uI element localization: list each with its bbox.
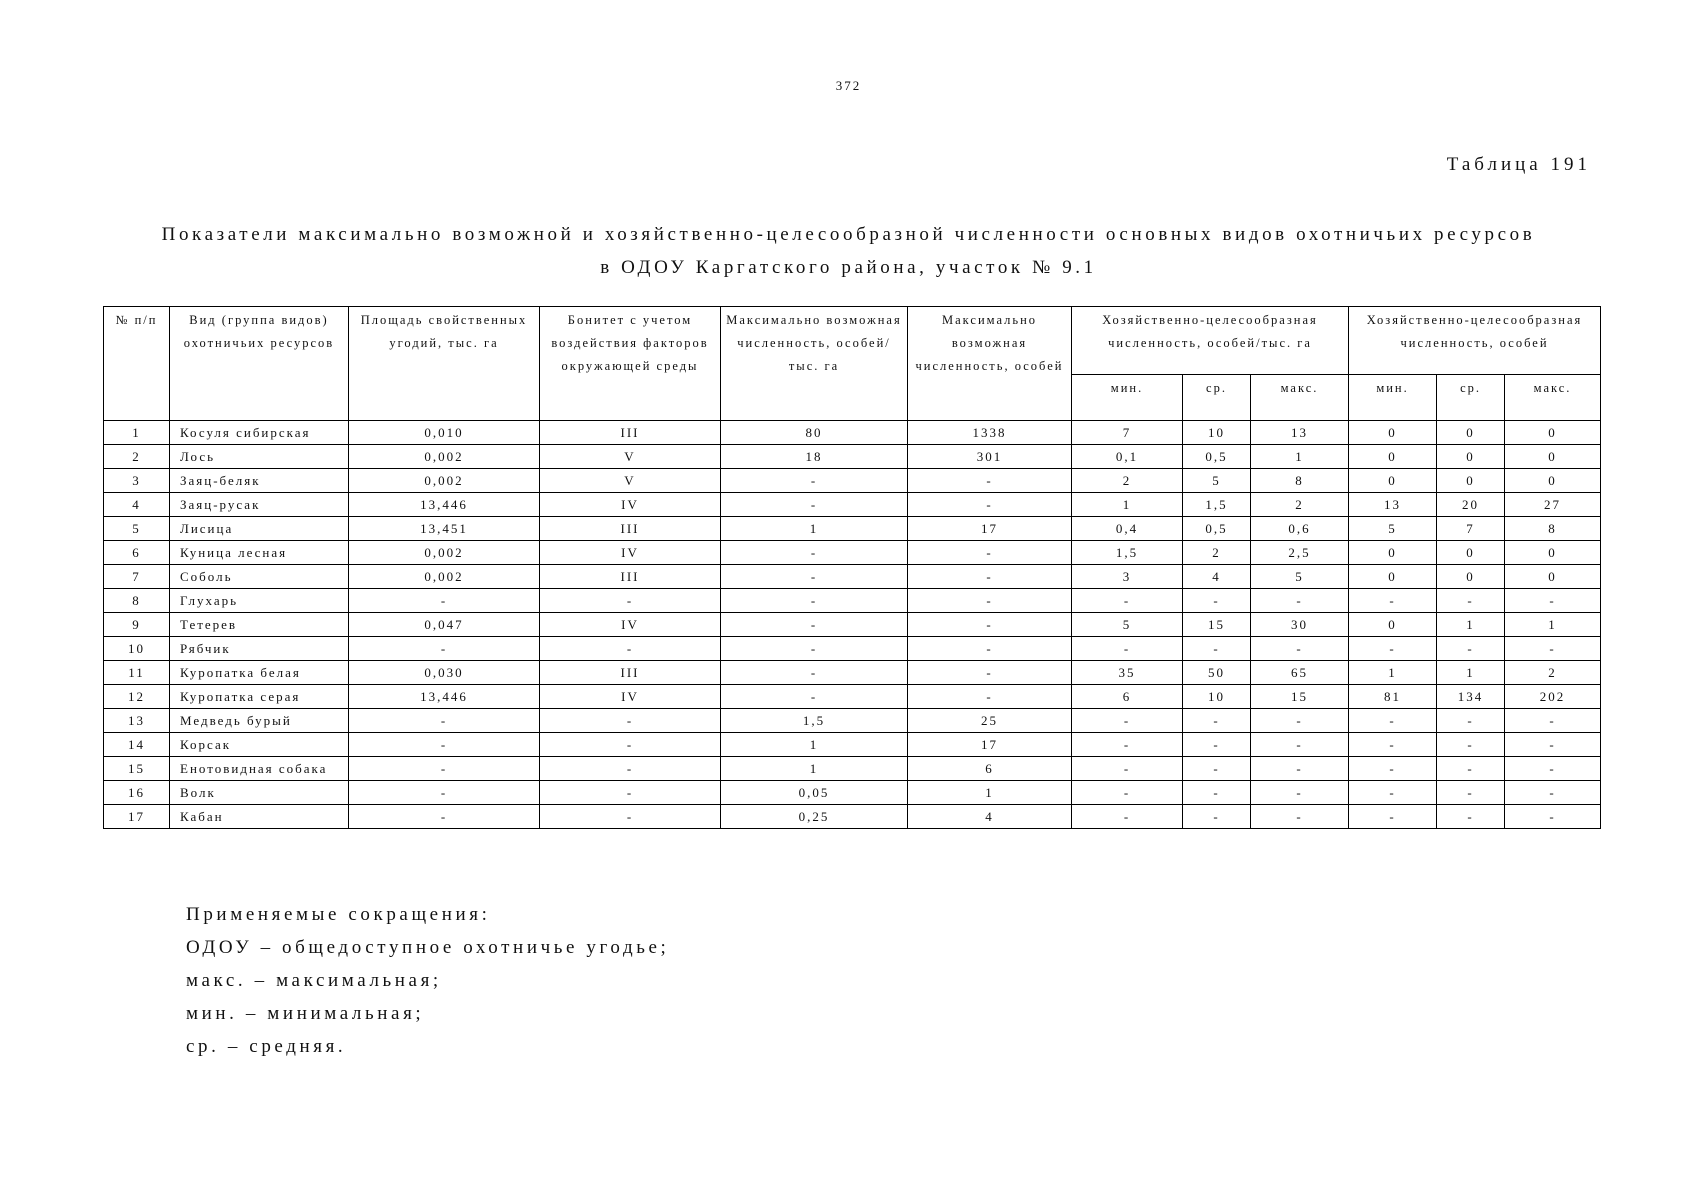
cell-area: 0,030	[349, 661, 540, 685]
species-table	[103, 306, 1601, 829]
cell-econ-density-max: -	[1251, 781, 1349, 805]
table-row	[104, 565, 1601, 589]
cell-econ-density-avg: 10	[1183, 685, 1251, 709]
cell-econ-density-max: -	[1251, 757, 1349, 781]
table-row	[104, 541, 1601, 565]
cell-area: -	[349, 805, 540, 829]
cell-species: Волк	[170, 781, 349, 805]
header-econ-density: Хозяйственно-целесообразная численность, особей/тыс. га	[1072, 307, 1349, 375]
cell-econ-density-avg: 50	[1183, 661, 1251, 685]
cell-max-count: 1	[908, 781, 1072, 805]
cell-econ-count-avg: 1	[1437, 661, 1505, 685]
cell-species: Заяц-русак	[170, 493, 349, 517]
cell-econ-density-avg: -	[1183, 757, 1251, 781]
cell-species: Лисица	[170, 517, 349, 541]
cell-area: -	[349, 781, 540, 805]
cell-econ-density-max: 15	[1251, 685, 1349, 709]
cell-econ-count-avg: 0	[1437, 565, 1505, 589]
cell-econ-count-min: -	[1349, 589, 1437, 613]
cell-species: Лось	[170, 445, 349, 469]
cell-econ-count-min: 13	[1349, 493, 1437, 517]
cell-econ-density-min: 1,5	[1072, 541, 1183, 565]
cell-econ-count-max: 27	[1505, 493, 1601, 517]
cell-econ-count-min: 0	[1349, 445, 1437, 469]
cell-econ-count-max: 0	[1505, 421, 1601, 445]
table-row	[104, 493, 1601, 517]
table-row	[104, 469, 1601, 493]
cell-species: Рябчик	[170, 637, 349, 661]
cell-econ-count-max: 202	[1505, 685, 1601, 709]
header-area: Площадь свойственных угодий, тыс. га	[349, 307, 540, 421]
cell-num: 10	[104, 637, 170, 661]
cell-econ-density-max: 5	[1251, 565, 1349, 589]
cell-area: 0,047	[349, 613, 540, 637]
header-econ-count: Хозяйственно-целесообразная численность, особей	[1349, 307, 1601, 375]
cell-econ-density-max: -	[1251, 805, 1349, 829]
cell-max-count: -	[908, 661, 1072, 685]
cell-econ-count-max: 0	[1505, 565, 1601, 589]
cell-area: -	[349, 589, 540, 613]
cell-econ-count-max: -	[1505, 637, 1601, 661]
cell-econ-count-max: -	[1505, 781, 1601, 805]
cell-num: 11	[104, 661, 170, 685]
cell-species: Енотовидная собака	[170, 757, 349, 781]
cell-num: 1	[104, 421, 170, 445]
cell-area: -	[349, 637, 540, 661]
header-econ-density-max: макс.	[1251, 375, 1349, 421]
cell-econ-density-avg: 2	[1183, 541, 1251, 565]
cell-econ-count-min: -	[1349, 637, 1437, 661]
cell-econ-count-min: 0	[1349, 541, 1437, 565]
table-row	[104, 733, 1601, 757]
cell-econ-density-min: 5	[1072, 613, 1183, 637]
cell-econ-density-avg: -	[1183, 709, 1251, 733]
cell-econ-density-avg: -	[1183, 589, 1251, 613]
cell-max-count: 6	[908, 757, 1072, 781]
cell-econ-density-max: 8	[1251, 469, 1349, 493]
table-row	[104, 685, 1601, 709]
header-econ-density-avg: ср.	[1183, 375, 1251, 421]
cell-species: Корсак	[170, 733, 349, 757]
cell-bonitet: III	[540, 565, 721, 589]
cell-max-density: 1	[721, 733, 908, 757]
cell-econ-density-max: -	[1251, 637, 1349, 661]
cell-econ-density-min: -	[1072, 805, 1183, 829]
cell-econ-density-avg: 4	[1183, 565, 1251, 589]
cell-bonitet: III	[540, 661, 721, 685]
cell-num: 5	[104, 517, 170, 541]
cell-max-density: -	[721, 469, 908, 493]
cell-econ-count-avg: 0	[1437, 421, 1505, 445]
cell-econ-count-avg: -	[1437, 589, 1505, 613]
cell-bonitet: -	[540, 589, 721, 613]
cell-bonitet: III	[540, 421, 721, 445]
cell-econ-density-avg: -	[1183, 733, 1251, 757]
cell-econ-density-max: -	[1251, 709, 1349, 733]
table-row	[104, 661, 1601, 685]
header-species: Вид (группа видов) охотничьих ресурсов	[170, 307, 349, 421]
header-max-density: Максимально возможная численность, особей/тыс. га	[721, 307, 908, 421]
cell-bonitet: -	[540, 805, 721, 829]
cell-econ-density-avg: 15	[1183, 613, 1251, 637]
header-econ-count-avg: ср.	[1437, 375, 1505, 421]
cell-area: -	[349, 757, 540, 781]
cell-econ-count-min: 0	[1349, 613, 1437, 637]
cell-econ-density-avg: -	[1183, 805, 1251, 829]
cell-econ-density-avg: -	[1183, 781, 1251, 805]
cell-num: 12	[104, 685, 170, 709]
cell-max-density: 1	[721, 757, 908, 781]
cell-species: Глухарь	[170, 589, 349, 613]
cell-max-density: 1,5	[721, 709, 908, 733]
cell-econ-density-min: -	[1072, 589, 1183, 613]
cell-bonitet: -	[540, 757, 721, 781]
cell-species: Тетерев	[170, 613, 349, 637]
note-odou: ОДОУ – общедоступное охотничье угодье;	[186, 937, 670, 958]
cell-econ-count-max: 0	[1505, 445, 1601, 469]
note-min: мин. – минимальная;	[186, 1003, 425, 1024]
cell-econ-count-max: 1	[1505, 613, 1601, 637]
notes-heading: Применяемые сокращения:	[186, 904, 491, 925]
page-number: 372	[835, 78, 862, 93]
cell-econ-count-max: -	[1505, 757, 1601, 781]
cell-econ-density-avg: 0,5	[1183, 445, 1251, 469]
note-avg: ср. – средняя.	[186, 1036, 347, 1057]
cell-econ-count-max: 0	[1505, 541, 1601, 565]
cell-max-count: 1338	[908, 421, 1072, 445]
title-line-2: в ОДОУ Каргатского района, участок № 9.1	[600, 257, 1097, 278]
cell-econ-count-min: -	[1349, 781, 1437, 805]
cell-max-count: -	[908, 685, 1072, 709]
cell-num: 4	[104, 493, 170, 517]
table-body	[104, 421, 1601, 829]
cell-species: Соболь	[170, 565, 349, 589]
cell-econ-density-avg: 0,5	[1183, 517, 1251, 541]
cell-bonitet: V	[540, 469, 721, 493]
cell-econ-density-max: -	[1251, 589, 1349, 613]
header-num: № п/п	[104, 307, 170, 421]
cell-num: 14	[104, 733, 170, 757]
cell-econ-density-min: -	[1072, 733, 1183, 757]
cell-num: 16	[104, 781, 170, 805]
cell-num: 6	[104, 541, 170, 565]
cell-econ-count-max: -	[1505, 805, 1601, 829]
cell-max-count: -	[908, 589, 1072, 613]
table-row	[104, 757, 1601, 781]
cell-econ-density-avg: 10	[1183, 421, 1251, 445]
table-row	[104, 805, 1601, 829]
cell-max-density: -	[721, 637, 908, 661]
cell-max-density: -	[721, 541, 908, 565]
cell-econ-density-min: -	[1072, 781, 1183, 805]
cell-econ-density-min: -	[1072, 637, 1183, 661]
cell-econ-count-min: -	[1349, 709, 1437, 733]
table-label: Таблица 191	[1446, 154, 1591, 175]
cell-max-density: 1	[721, 517, 908, 541]
cell-econ-density-min: 6	[1072, 685, 1183, 709]
cell-max-density: -	[721, 685, 908, 709]
cell-num: 15	[104, 757, 170, 781]
cell-econ-density-min: 3	[1072, 565, 1183, 589]
cell-econ-count-max: 8	[1505, 517, 1601, 541]
cell-econ-density-max: 30	[1251, 613, 1349, 637]
table-row	[104, 589, 1601, 613]
cell-max-count: -	[908, 637, 1072, 661]
cell-econ-count-avg: 0	[1437, 469, 1505, 493]
cell-econ-count-avg: -	[1437, 709, 1505, 733]
cell-species: Заяц-беляк	[170, 469, 349, 493]
cell-econ-density-avg: 1,5	[1183, 493, 1251, 517]
header-econ-density-min: мин.	[1072, 375, 1183, 421]
cell-econ-density-min: -	[1072, 757, 1183, 781]
cell-area: 0,002	[349, 445, 540, 469]
cell-econ-count-avg: -	[1437, 805, 1505, 829]
cell-area: 0,002	[349, 469, 540, 493]
cell-econ-density-min: 0,1	[1072, 445, 1183, 469]
cell-bonitet: IV	[540, 493, 721, 517]
cell-area: 13,446	[349, 685, 540, 709]
cell-econ-density-min: 1	[1072, 493, 1183, 517]
cell-species: Куница лесная	[170, 541, 349, 565]
cell-econ-density-max: 65	[1251, 661, 1349, 685]
cell-econ-density-max: -	[1251, 733, 1349, 757]
document-title	[100, 218, 1597, 284]
cell-econ-count-min: 0	[1349, 565, 1437, 589]
cell-bonitet: -	[540, 781, 721, 805]
header-max-count: Максимально возможная численность, особей	[908, 307, 1072, 421]
cell-num: 9	[104, 613, 170, 637]
cell-econ-count-min: -	[1349, 733, 1437, 757]
cell-econ-count-avg: 1	[1437, 613, 1505, 637]
cell-econ-count-max: -	[1505, 733, 1601, 757]
cell-econ-density-max: 2,5	[1251, 541, 1349, 565]
cell-num: 3	[104, 469, 170, 493]
table-row	[104, 637, 1601, 661]
cell-max-count: -	[908, 613, 1072, 637]
table-row	[104, 781, 1601, 805]
cell-species: Куропатка серая	[170, 685, 349, 709]
cell-species: Косуля сибирская	[170, 421, 349, 445]
cell-econ-density-avg: -	[1183, 637, 1251, 661]
header-econ-count-max: макс.	[1505, 375, 1601, 421]
abbreviations-notes	[186, 898, 669, 1063]
cell-bonitet: -	[540, 709, 721, 733]
header-econ-count-min: мин.	[1349, 375, 1437, 421]
cell-econ-density-min: 35	[1072, 661, 1183, 685]
table-row	[104, 613, 1601, 637]
cell-econ-count-avg: -	[1437, 757, 1505, 781]
cell-econ-count-avg: 0	[1437, 541, 1505, 565]
cell-econ-count-max: -	[1505, 709, 1601, 733]
cell-econ-count-min: 1	[1349, 661, 1437, 685]
cell-species: Кабан	[170, 805, 349, 829]
cell-max-density: 80	[721, 421, 908, 445]
cell-area: 0,010	[349, 421, 540, 445]
header-bonitet: Бонитет с учетом воздействия факторов окружающей среды	[540, 307, 721, 421]
cell-max-count: -	[908, 469, 1072, 493]
cell-econ-count-max: -	[1505, 589, 1601, 613]
cell-econ-count-avg: -	[1437, 637, 1505, 661]
cell-econ-density-min: 0,4	[1072, 517, 1183, 541]
cell-species: Медведь бурый	[170, 709, 349, 733]
cell-num: 8	[104, 589, 170, 613]
cell-area: 13,446	[349, 493, 540, 517]
table-row	[104, 709, 1601, 733]
cell-area: 0,002	[349, 541, 540, 565]
cell-max-density: -	[721, 661, 908, 685]
cell-max-density: -	[721, 613, 908, 637]
cell-bonitet: III	[540, 517, 721, 541]
cell-max-count: 17	[908, 733, 1072, 757]
cell-econ-count-avg: -	[1437, 781, 1505, 805]
cell-econ-density-max: 0,6	[1251, 517, 1349, 541]
note-max: макс. – максимальная;	[186, 970, 442, 991]
cell-num: 7	[104, 565, 170, 589]
cell-econ-count-min: -	[1349, 757, 1437, 781]
cell-econ-density-min: 7	[1072, 421, 1183, 445]
cell-econ-count-min: -	[1349, 805, 1437, 829]
cell-num: 13	[104, 709, 170, 733]
cell-econ-density-avg: 5	[1183, 469, 1251, 493]
table-row	[104, 517, 1601, 541]
cell-bonitet: V	[540, 445, 721, 469]
cell-max-count: 301	[908, 445, 1072, 469]
cell-econ-count-min: 81	[1349, 685, 1437, 709]
cell-area: 0,002	[349, 565, 540, 589]
cell-max-count: 4	[908, 805, 1072, 829]
cell-econ-count-avg: 134	[1437, 685, 1505, 709]
cell-max-density: -	[721, 565, 908, 589]
cell-max-density: -	[721, 493, 908, 517]
cell-max-density: 0,05	[721, 781, 908, 805]
cell-econ-count-min: 5	[1349, 517, 1437, 541]
cell-max-count: -	[908, 541, 1072, 565]
cell-econ-density-min: -	[1072, 709, 1183, 733]
cell-econ-count-max: 2	[1505, 661, 1601, 685]
cell-bonitet: IV	[540, 685, 721, 709]
cell-max-density: 0,25	[721, 805, 908, 829]
cell-max-count: 25	[908, 709, 1072, 733]
cell-num: 2	[104, 445, 170, 469]
cell-max-density: 18	[721, 445, 908, 469]
title-line-1: Показатели максимально возможной и хозяйственно-целесообразной численности основных видов охотничьих ресурсов	[161, 224, 1536, 245]
cell-econ-density-max: 1	[1251, 445, 1349, 469]
cell-area: -	[349, 709, 540, 733]
cell-econ-count-avg: 7	[1437, 517, 1505, 541]
cell-max-count: -	[908, 493, 1072, 517]
cell-bonitet: IV	[540, 541, 721, 565]
cell-max-density: -	[721, 589, 908, 613]
cell-bonitet: -	[540, 733, 721, 757]
cell-max-count: 17	[908, 517, 1072, 541]
cell-econ-count-avg: 20	[1437, 493, 1505, 517]
cell-num: 17	[104, 805, 170, 829]
cell-econ-density-min: 2	[1072, 469, 1183, 493]
table-row	[104, 421, 1601, 445]
cell-max-count: -	[908, 565, 1072, 589]
cell-bonitet: -	[540, 637, 721, 661]
cell-econ-count-avg: 0	[1437, 445, 1505, 469]
cell-econ-density-max: 2	[1251, 493, 1349, 517]
cell-species: Куропатка белая	[170, 661, 349, 685]
table-row	[104, 445, 1601, 469]
cell-area: 13,451	[349, 517, 540, 541]
cell-econ-count-min: 0	[1349, 421, 1437, 445]
cell-econ-density-max: 13	[1251, 421, 1349, 445]
cell-area: -	[349, 733, 540, 757]
cell-econ-count-max: 0	[1505, 469, 1601, 493]
cell-bonitet: IV	[540, 613, 721, 637]
cell-econ-count-avg: -	[1437, 733, 1505, 757]
cell-econ-count-min: 0	[1349, 469, 1437, 493]
